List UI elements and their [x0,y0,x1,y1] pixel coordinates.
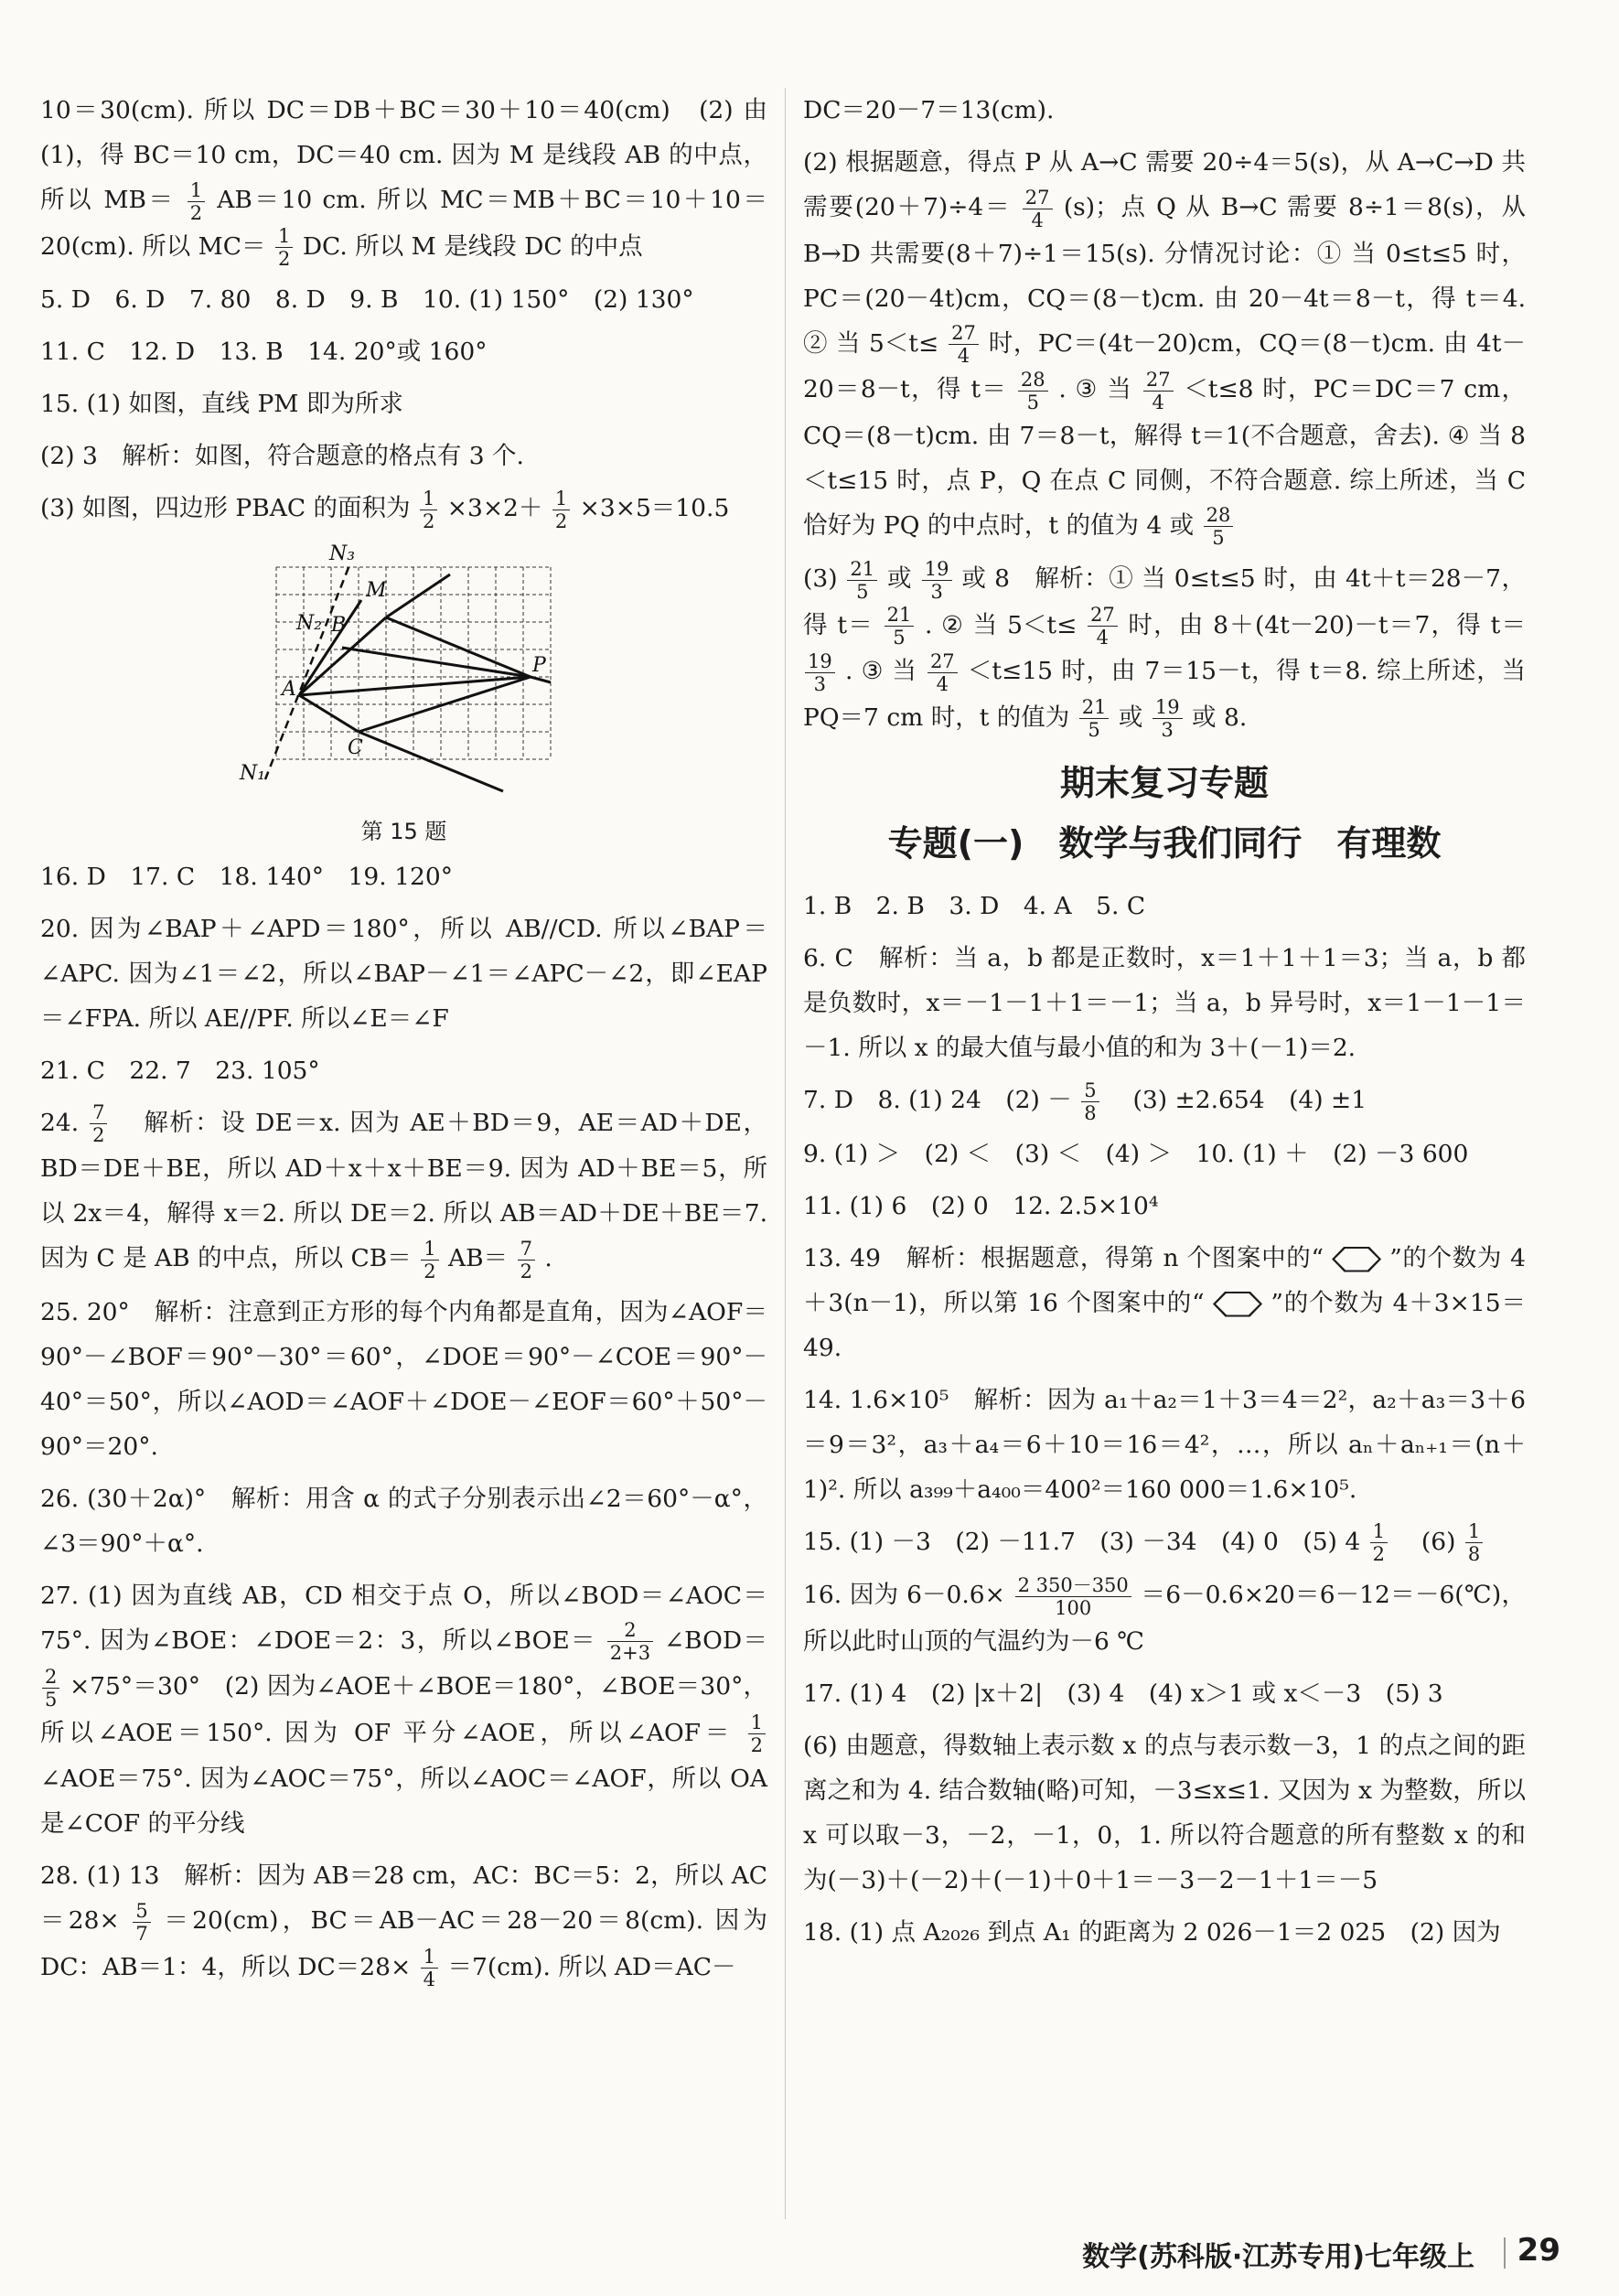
fraction: $\frac{5}{7}$ [133,1900,150,1945]
text: (3) ±2.654 (4) ±1 [1109,1086,1367,1114]
label-N3: N₃ [328,542,355,565]
fraction: $\frac{28}{5}$ [1204,504,1234,549]
fraction: $\frac{27}{4}$ [1023,187,1053,231]
section-subtitle: 专题(一) 数学与我们同行 有理数 [887,823,1442,864]
text: DC. 所以 M 是线段 DC 的中点 [302,231,643,261]
fraction: $\frac{19}{3}$ [922,558,952,603]
text: (6) 由题意，得数轴上表示数 x 的点与表示数－3，1 的点之间的距离之和为 4. 结合数轴(略)可知，－3≤x≤1. 又因为 x 为整数，所以 x 可以取－3，－2，－1，0，1. 所以符合题意的所有整数 x 的和为(－3)＋(－2)＋(－1)＋0＋1＝－3－2－1＋1＝－5 [803,1731,1526,1894]
text: 16. 因为 6－0.6× [803,1581,1005,1609]
column-divider [785,88,786,2219]
fraction: $\frac{2}{2+3}$ [607,1619,653,1664]
grid-lines [276,567,551,759]
fraction: $\frac{1}{2}$ [188,179,205,224]
answer-11-12 [803,1184,1526,1228]
text: 5. D 6. D 7. 80 8. D 9. B 10. (1) 150° (2) 130° [40,285,694,314]
fraction: $\frac{27}{4}$ [927,650,958,695]
text: ＜t≤15 时，由 7＝15－t，得 t＝8. 综上所述，当 PQ＝7 cm 时，t 的值为 [803,657,1526,732]
answer-15-1 [40,381,767,426]
text: 或 8 解析：① 当 0≤t≤5 时，由 4t＋t＝28－7，得 t＝ [803,564,1526,639]
answer-26 [40,1476,767,1566]
fraction: $\frac{21}{5}$ [1079,696,1110,741]
answer-7-8 [803,1078,1526,1124]
answer-14-continued [40,88,767,270]
text: 解析：设 DE＝x. 因为 AE＋BD＝9，AE＝AD＋DE，BD＝DE＋BE，所以 AD＋x＋x＋BE＝9. 因为 AD＋BE＝5，所以 2x＝4，解得 x＝2. 所以 DE＝2. 所以 AB＝AD＋DE＋BE＝7. 因为 C 是 AB 的中点，所以 CB＝ [40,1108,767,1272]
text: 28. (1) 13 解析：因为 AB＝28 cm，AC：BC＝5：2，所以 AC＝28× [40,1861,767,1935]
fraction: $\frac{1}{2}$ [748,1711,766,1756]
text: ＝6－0.6×20＝6－12＝－6(℃)，所以此时山顶的气温约为－6 ℃ [803,1581,1526,1656]
figure-caption: 第 15 题 [360,818,447,844]
section-title: 期末复习专题 [1059,763,1269,803]
label-N2: N₂ [295,611,322,635]
text: (s)；点 Q 从 B→C 需要 8÷1＝8(s)，从 B→D 共需要(8＋7)÷1＝15(s). 分情况讨论：① 当 0≤t≤5 时，PC＝(20－4t)cm，CQ＝(8－t)cm. 由 20－4t＝8－t，得 t＝4. ② 当 5＜t≤ [803,193,1526,358]
text: AB＝10 cm. 所以 MC＝MB＋BC＝10＋10＝20(cm). 所以 MC＝ [40,186,767,261]
answer-18 [803,1910,1526,1955]
fraction: $\frac{1}{8}$ [1465,1520,1483,1565]
fraction: $\frac{1}{2}$ [1370,1520,1388,1565]
text: 14. 1.6×10⁵ 解析：因为 a₁＋a₂＝1＋3＝4＝2²，a₂＋a₃＝3＋6＝9＝3²，a₃＋a₄＝6＋10＝16＝4²，…，所以 aₙ＋aₙ₊₁＝(n＋1)². 所以 a₃₉₉＋a₄₀₀＝400²＝160 000＝1.6×10⁵. [803,1385,1526,1504]
text: 或 [887,564,912,593]
answer-line [40,854,767,899]
fraction: $\frac{28}{5}$ [1018,369,1048,413]
answer-20 [40,907,767,1041]
page-number: 29 [1517,2232,1560,2269]
text: (3) 如图，四边形 PBAC 的面积为 [40,494,411,522]
text: ×75°＝30° (2) 因为∠AOE＋∠BOE＝180°，∠BOE＝30°，所以∠AOE＝150°. 因为 OF 平分∠AOE，所以∠AOF＝ [40,1672,767,1747]
text: ∠BOD＝ [663,1625,767,1655]
fraction: $\frac{2}{5}$ [42,1666,59,1711]
answer-line [803,884,1526,928]
grid-diagram [212,540,596,814]
page-footer [0,2225,1619,2280]
text: (3) [803,564,838,593]
answer-17-6 [803,1723,1526,1903]
hexagon-icon [1332,1247,1381,1272]
text: 1. B 2. B 3. D 4. A 5. C [803,892,1146,920]
text: 9. (1) ＞ (2) ＜ (3) ＜ (4) ＞ 10. (1) ＋ (2) －3 600 [803,1139,1469,1168]
answer-9-10 [803,1132,1526,1176]
answer-24 [40,1100,767,1282]
figure-15 [40,540,767,845]
fraction: $\frac{19}{3}$ [1153,696,1183,741]
answer-28-2 [803,140,1526,549]
text: DC＝20－7＝13(cm). [803,96,1055,124]
text: 6. C 解析：当 a，b 都是正数时，x＝1＋1＋1＝3；当 a，b 都是负数时，x＝－1－1＋1＝－1；当 a，b 异号时，x＝1－1－1＝－1. 所以 x 的最大值与最小值的和为 3＋(－1)＝2. [803,944,1526,1062]
fraction: $\frac{1}{2}$ [421,1238,438,1282]
text: ”的个数为 4＋3×15＝49. [803,1288,1526,1362]
fraction: $\frac{7}{2}$ [90,1101,107,1146]
text: (2) 3 解析：如图，符合题意的格点有 3 个. [40,442,524,470]
text: 17. (1) 4 (2) |x＋2| (3) 4 (4) x＞1 或 x＜－3 (5) 3 [803,1679,1443,1708]
answer-28 [40,1853,767,1990]
text: 时，由 8＋(4t－20)－t＝7，得 t＝ [1128,610,1526,639]
fraction: $\frac{19}{3}$ [805,650,835,695]
text: 21. C 22. 7 23. 105° [40,1056,320,1085]
text: 16. D 17. C 18. 140° 19. 120° [40,862,453,891]
label-C: C [347,735,363,759]
text: 10＝30(cm). 所以 DC＝DB＋BC＝30＋10＝40(cm) (2) 由(1)，得 BC＝10 cm，DC＝40 cm. 因为 M 是线段 AB 的中点，所以 MB＝ [40,96,767,214]
polygon-lines [299,574,551,791]
answer-14 [803,1378,1526,1512]
right-column [803,88,1526,1962]
answer-25 [40,1290,767,1469]
text: 26. (30＋2α)° 解析：用含 α 的式子分别表示出∠2＝60°－α°，∠3＝90°＋α°. [40,1484,767,1558]
footer-divider [1504,2237,1506,2269]
text: 11. (1) 6 (2) 0 12. 2.5×10⁴ [803,1191,1159,1220]
text: 7. D 8. (1) 24 (2) － [803,1086,1072,1114]
text: 15. (1) －3 (2) －11.7 (3) －34 (4) 0 (5) 4 [803,1527,1361,1556]
answer-28-continued [803,88,1526,133]
text: (2) 根据题意，得点 P 从 A→C 需要 20÷4＝5(s)，从 A→C→D 共需要(20＋7)÷4＝ [803,148,1526,221]
text: ×3×2＋ [446,494,543,522]
answer-13 [803,1236,1526,1370]
line-N1-N3 [265,565,349,779]
fraction: $\frac{1}{2}$ [552,488,570,532]
text: ×3×5＝10.5 [579,494,730,522]
answer-28-3 [803,556,1526,741]
label-M: M [365,578,387,602]
fraction: $\frac{1}{4}$ [421,1946,438,1990]
book-title: 数学(苏科版·江苏专用)七年级上 [1082,2241,1474,2273]
label-A: A [281,677,296,701]
fraction: $\frac{21}{5}$ [885,604,915,649]
answer-15-2 [40,434,767,478]
text: ＝20(cm)，BC＝AB－AC＝28－20＝8(cm). 因为 DC：AB＝1：4，所以 DC＝28× [40,1906,767,1981]
fraction: $\frac{27}{4}$ [1143,369,1174,413]
answer-16 [803,1572,1526,1664]
text: ＝7(cm). 所以 AD＝AC－ [447,1952,736,1981]
text: (6) [1397,1527,1456,1556]
text: . ② 当 5＜t≤ [925,610,1078,639]
text: 15. (1) 如图，直线 PM 即为所求 [40,390,403,418]
answer-line [40,1048,767,1093]
left-column [40,88,767,1998]
text: 20. 因为∠BAP＋∠APD＝180°，所以 AB//CD. 所以∠BAP＝∠APC. 因为∠1＝∠2，所以∠BAP－∠1＝∠APC－∠2，即∠EAP＝∠FPA. 所以 AE//PF. 所以∠E＝∠F [40,914,767,1033]
text: ＜t≤8 时，PC＝DC＝7 cm，CQ＝(8－t)cm. 由 7＝8－t，解得 t＝1(不合题意，舍去). ④ 当 8＜t≤15 时，点 P，Q 在点 C 同侧，不符合题意. 综上所述，当 C 恰好为 PQ 的中点时，t 的值为 4 或 [803,375,1526,540]
answer-17 [803,1671,1526,1716]
text: 24. [40,1108,80,1137]
text: 27. (1) 因为直线 AB，CD 相交于点 O，所以∠BOD＝∠AOC＝75°. 因为∠BOE：∠DOE＝2：3，所以∠BOE＝ [40,1581,767,1655]
text: 11. C 12. D 13. B 14. 20°或 160° [40,338,488,366]
fraction: $\frac{27}{4}$ [949,322,979,367]
text: ∠AOE＝75°. 因为∠AOC＝75°，所以∠AOC＝∠AOF，所以 OA 是∠COF 的平分线 [40,1765,767,1838]
text: . ③ 当 [1058,375,1133,403]
label-B: B [330,613,346,637]
answer-6 [803,936,1526,1070]
answer-15-3 [40,486,767,532]
text: 18. (1) 点 A₂₀₂₆ 到点 A₁ 的距离为 2 026－1＝2 025 (2) 因为 [803,1917,1501,1947]
fraction: $\frac{21}{5}$ [847,558,877,603]
fraction: $\frac{1}{2}$ [275,225,293,270]
text: ”的个数为 4＋3(n－1)，所以第 16 个图案中的“ [803,1243,1526,1317]
text: 13. 49 解析：根据题意，得第 n 个图案中的“ [803,1243,1324,1272]
fraction: $\frac{7}{2}$ [518,1238,535,1282]
text: . ③ 当 [844,657,917,685]
text: 25. 20° 解析：注意到正方形的每个内角都是直角，因为∠AOF＝90°－∠BOF＝90°－30°＝60°，∠DOE＝90°－∠COE＝90°－40°＝50°，所以∠AOD＝∠AOF＋∠DOE－∠EOF＝60°＋50°－90°＝20°. [40,1297,767,1461]
answer-27 [40,1573,767,1847]
label-N1: N₁ [239,761,265,785]
answer-line [40,277,767,322]
text: 或 [1118,703,1143,732]
answer-line [40,329,767,374]
fraction: $\frac{27}{4}$ [1088,604,1118,649]
text: AB＝ [448,1244,509,1272]
fraction: $\frac{2 350-350}{100}$ [1015,1574,1131,1619]
answer-15 [803,1519,1526,1566]
text: 时，PC＝(4t－20)cm，CQ＝(8－t)cm. 由 4t－20＝8－t，得 t＝ [803,328,1526,403]
text: . [544,1244,552,1272]
text: 或 8. [1192,703,1248,732]
fraction: $\frac{1}{2}$ [420,488,437,532]
hexagon-icon [1213,1292,1262,1317]
label-P: P [531,653,546,677]
fraction: $\frac{5}{8}$ [1081,1079,1099,1124]
